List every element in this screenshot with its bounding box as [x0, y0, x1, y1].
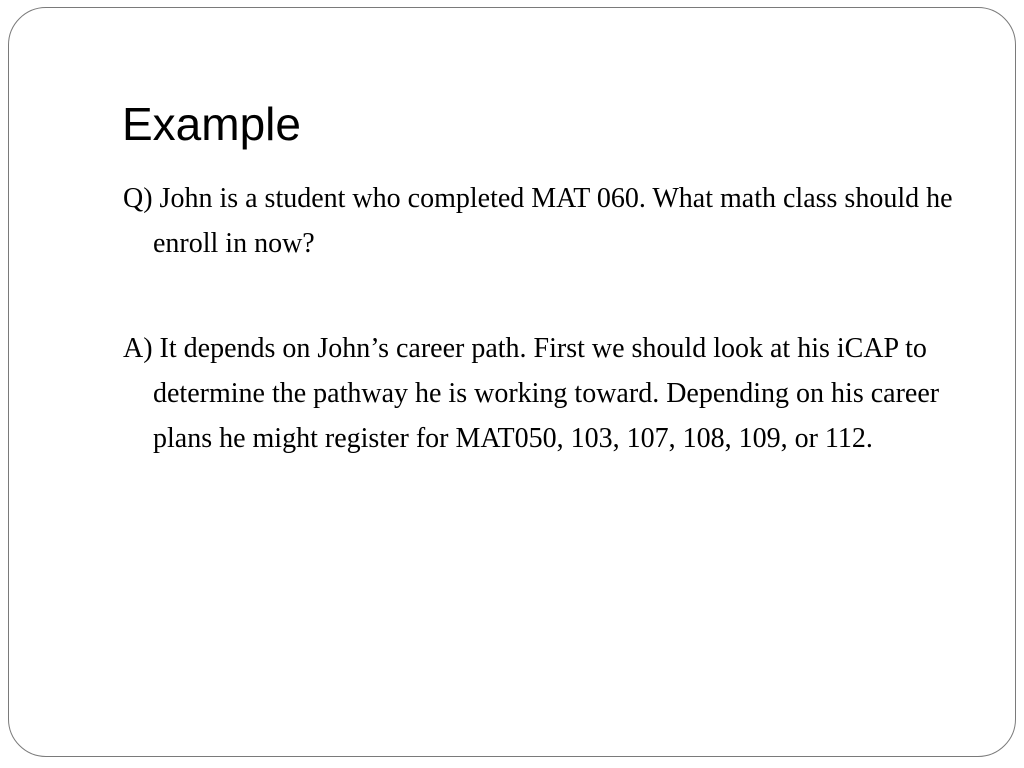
- answer-paragraph: A) It depends on John’s career path. First we should look at his iCAP to determine the pathway he is working toward. Depending on his career plans he might register for MAT050, 103, 107, 108, 109, or 112.: [123, 333, 940, 454]
- question-paragraph: Q) John is a student who completed MAT 060. What math class should he enroll in now?: [123, 183, 953, 259]
- slide-title: Example: [122, 98, 301, 150]
- slide-frame: [8, 7, 1016, 757]
- slide-body: [123, 176, 983, 461]
